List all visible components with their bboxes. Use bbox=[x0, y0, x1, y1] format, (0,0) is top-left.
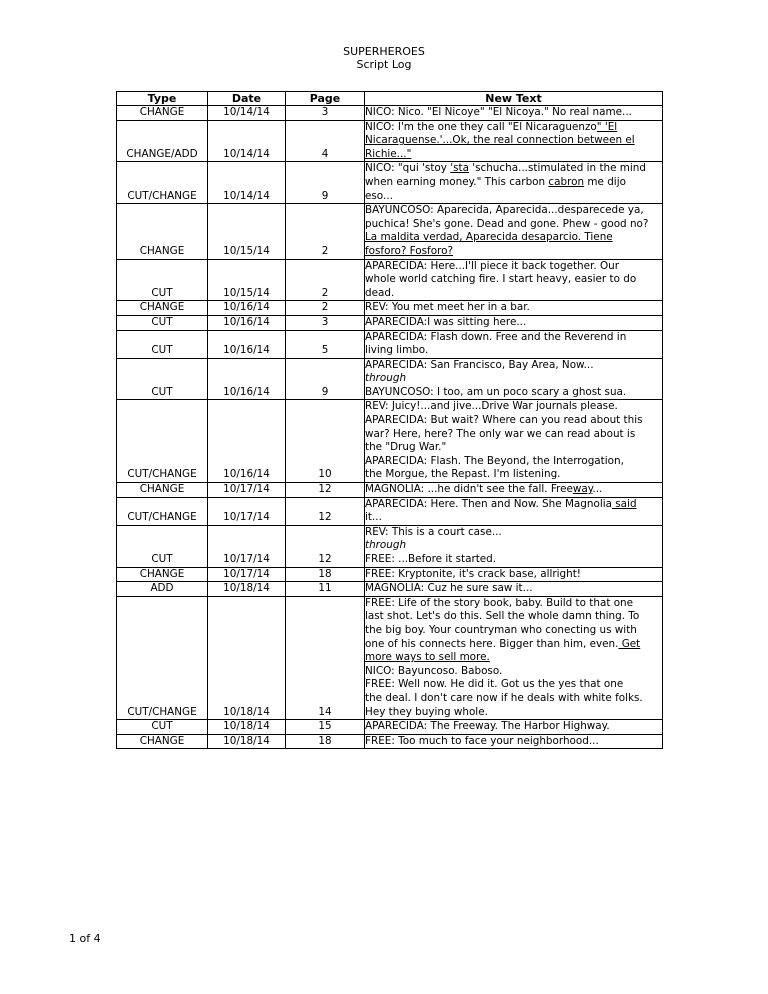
italic-text: through bbox=[365, 539, 407, 552]
text-line bbox=[365, 245, 662, 259]
italic-text: through bbox=[365, 372, 407, 385]
cell-type: CUT/CHANGE bbox=[117, 400, 208, 483]
added-text: 'sta bbox=[450, 162, 469, 175]
table-row bbox=[117, 301, 663, 316]
cell-page: 11 bbox=[286, 582, 365, 597]
document-title-block bbox=[0, 45, 768, 71]
cell-date: 10/18/14 bbox=[208, 734, 286, 749]
cell-date: 10/14/14 bbox=[208, 162, 286, 204]
cell-type: CUT bbox=[117, 315, 208, 330]
text-segment: REV: You bbox=[365, 301, 414, 314]
cell-new-text bbox=[365, 567, 663, 582]
table-row bbox=[117, 315, 663, 330]
text-segment: " "El Nicoya." No real name... bbox=[479, 106, 632, 118]
text-line bbox=[365, 287, 662, 301]
struck-text: carbon bbox=[509, 175, 546, 188]
struck-text: Sell the whole damn thing. To bbox=[485, 610, 640, 623]
table-row bbox=[117, 162, 663, 204]
added-text: La maldita verdad, Aparecida desaparcio. Tiene bbox=[365, 231, 613, 244]
cell-page: 12 bbox=[286, 525, 365, 567]
text-segment: NICO: bbox=[365, 664, 398, 677]
text-line bbox=[365, 386, 662, 400]
cell-page: 3 bbox=[286, 106, 365, 121]
cell-date: 10/14/14 bbox=[208, 106, 286, 121]
struck-text: ...Before it started. bbox=[398, 553, 497, 565]
text-segment: base, allright! bbox=[505, 567, 581, 580]
text-line bbox=[365, 301, 662, 315]
text-line bbox=[365, 638, 662, 652]
cell-page: 12 bbox=[286, 497, 365, 525]
struck-text: Aparecida, Aparecida...desparecede ya, bbox=[436, 204, 644, 217]
page-indicator: 1 of 4 bbox=[69, 932, 101, 945]
text-line bbox=[365, 597, 662, 611]
script-log-table bbox=[116, 91, 663, 749]
text-line bbox=[365, 372, 662, 386]
cell-new-text bbox=[365, 525, 663, 567]
text-line bbox=[365, 148, 662, 162]
text-line bbox=[365, 706, 662, 720]
text-line bbox=[365, 428, 662, 442]
text-line bbox=[365, 511, 662, 525]
cell-type: CHANGE bbox=[117, 567, 208, 582]
text-line bbox=[365, 218, 662, 232]
text-line bbox=[365, 316, 662, 330]
table-row bbox=[117, 259, 663, 301]
text-line bbox=[365, 231, 662, 245]
text-segment: FREE: Too much to face your neighbor bbox=[365, 734, 563, 747]
text-segment: NICO: "qui bbox=[365, 162, 423, 175]
cell-type: CHANGE/ADD bbox=[117, 120, 208, 162]
cell-new-text bbox=[365, 358, 663, 400]
struck-text: I too, am un poco scary a ghost sua. bbox=[436, 385, 627, 398]
table-row bbox=[117, 483, 663, 498]
added-text: Richie..." bbox=[365, 147, 412, 160]
text-line bbox=[365, 190, 662, 204]
struck-text: met bbox=[413, 301, 434, 314]
text-line bbox=[365, 624, 662, 638]
struck-text: 'stoy bbox=[422, 162, 447, 175]
cell-type: CHANGE bbox=[117, 106, 208, 121]
cell-type: CHANGE bbox=[117, 204, 208, 259]
cell-new-text bbox=[365, 259, 663, 301]
table-row bbox=[117, 400, 663, 483]
added-text: " 'El bbox=[596, 120, 618, 133]
text-line bbox=[365, 331, 662, 345]
cell-type: CUT/CHANGE bbox=[117, 497, 208, 525]
struck-text: Flash down. Free and the Reverend in bbox=[430, 330, 627, 343]
cell-type: CUT bbox=[117, 259, 208, 301]
struck-text: But wait? Where can you read about this bbox=[430, 414, 643, 427]
cell-date: 10/17/14 bbox=[208, 525, 286, 567]
table-header-row bbox=[117, 92, 663, 106]
text-segment: FREE: Life of the story book, baby. bbox=[365, 596, 547, 609]
text-line bbox=[365, 498, 662, 512]
text-segment: APARECIDA: Here...I'll piece it back together. bbox=[365, 259, 600, 272]
cell-type: CHANGE bbox=[117, 301, 208, 316]
struck-text: Our bbox=[599, 259, 620, 272]
struck-text: The Harbor Highway. bbox=[501, 720, 610, 733]
struck-text: puchica! She's gone. Dead and gone. Phew - good no? bbox=[365, 217, 649, 230]
added-text: more ways to sell more. bbox=[365, 651, 490, 664]
cell-new-text bbox=[365, 497, 663, 525]
document-subtitle: Script Log bbox=[356, 58, 412, 71]
text-segment: sitting here... bbox=[453, 315, 527, 328]
cell-date: 10/15/14 bbox=[208, 204, 286, 259]
table-row bbox=[117, 120, 663, 162]
cell-type: CUT bbox=[117, 525, 208, 567]
text-line bbox=[365, 651, 662, 665]
added-text: fosforo? Fosforo? bbox=[365, 244, 453, 257]
text-line bbox=[365, 121, 662, 135]
cell-page: 2 bbox=[286, 301, 365, 316]
cell-page: 2 bbox=[286, 204, 365, 259]
text-segment: FREE: bbox=[365, 553, 399, 565]
text-line bbox=[365, 204, 662, 218]
cell-page: 14 bbox=[286, 596, 365, 719]
text-segment: ... bbox=[588, 734, 599, 747]
text-line bbox=[365, 359, 662, 373]
cell-date: 10/16/14 bbox=[208, 301, 286, 316]
struck-text: Bayuncoso. Baboso. bbox=[397, 664, 503, 677]
text-line bbox=[365, 176, 662, 190]
struck-text: e bbox=[473, 106, 480, 118]
cell-new-text bbox=[365, 734, 663, 749]
text-segment: APARECIDA: bbox=[365, 315, 428, 328]
cell-page: 5 bbox=[286, 330, 365, 358]
text-line bbox=[365, 260, 662, 274]
table-body bbox=[117, 106, 663, 749]
column-header-new-text: New Text bbox=[365, 92, 663, 106]
struck-text: Here. Then and Now. She bbox=[430, 497, 562, 510]
struck-text: dead. bbox=[365, 286, 395, 299]
cell-new-text bbox=[365, 582, 663, 597]
struck-text: crack bbox=[477, 567, 506, 580]
text-segment: BAYUNCOSO: bbox=[365, 385, 437, 398]
text-segment: meet her in a bar. bbox=[433, 301, 530, 314]
text-line bbox=[365, 720, 662, 734]
table-row bbox=[117, 497, 663, 525]
text-segment: when earning money." This bbox=[365, 175, 510, 188]
cell-type: CUT/CHANGE bbox=[117, 162, 208, 204]
table-row bbox=[117, 734, 663, 749]
text-segment: APARECIDA: bbox=[365, 454, 431, 467]
text-segment: me dijo bbox=[584, 175, 626, 188]
column-header-page: Page bbox=[286, 92, 365, 106]
table-row bbox=[117, 582, 663, 597]
text-segment: NICO: Nico. "El Nicoy bbox=[365, 106, 474, 118]
text-segment: NICO: I'm the one they call "El Nicaraguen bbox=[365, 120, 585, 133]
struck-text: whole world catching fire. I start heavy, easier to do bbox=[365, 273, 637, 286]
text-line bbox=[365, 273, 662, 287]
cell-new-text bbox=[365, 330, 663, 358]
text-segment: Let's do this. bbox=[412, 610, 486, 623]
struck-text: living limbo. bbox=[365, 344, 429, 357]
table-row bbox=[117, 525, 663, 567]
table-row bbox=[117, 358, 663, 400]
text-segment: FREE: bbox=[365, 678, 399, 691]
struck-text: I was bbox=[427, 315, 454, 328]
column-header-type: Type bbox=[117, 92, 208, 106]
cell-page: 10 bbox=[286, 400, 365, 483]
cell-type: CHANGE bbox=[117, 483, 208, 498]
text-line bbox=[365, 468, 662, 482]
cell-page: 12 bbox=[286, 483, 365, 498]
cell-new-text bbox=[365, 162, 663, 204]
cell-page: 2 bbox=[286, 259, 365, 301]
cell-new-text bbox=[365, 720, 663, 735]
cell-type: CUT bbox=[117, 330, 208, 358]
cell-new-text bbox=[365, 204, 663, 259]
table-row bbox=[117, 720, 663, 735]
cell-date: 10/18/14 bbox=[208, 720, 286, 735]
text-segment: MAGNOLIA: Cuz he sure saw it... bbox=[365, 582, 533, 595]
struck-text: one of his connects here. Bigger than him, even. bbox=[365, 637, 619, 650]
text-line bbox=[365, 162, 662, 176]
text-segment: 'schucha...stimulated bbox=[468, 162, 587, 175]
table-row bbox=[117, 204, 663, 259]
struck-text: war? Here, here? The only war we can read about is bbox=[365, 427, 636, 440]
text-line bbox=[365, 414, 662, 428]
cell-date: 10/15/14 bbox=[208, 259, 286, 301]
text-segment: REV: bbox=[365, 525, 392, 538]
cell-new-text bbox=[365, 106, 663, 121]
table-row bbox=[117, 330, 663, 358]
text-segment: I'm listening. bbox=[490, 468, 561, 481]
text-segment: eso... bbox=[365, 189, 393, 202]
cell-date: 10/17/14 bbox=[208, 497, 286, 525]
text-segment: REV: bbox=[365, 400, 392, 413]
cell-page: 4 bbox=[286, 120, 365, 162]
cell-date: 10/16/14 bbox=[208, 400, 286, 483]
struck-text: hood bbox=[562, 734, 589, 747]
text-segment: FREE: Kryptonite, it's bbox=[365, 567, 478, 580]
struck-text: last shot. bbox=[365, 610, 413, 623]
text-line bbox=[365, 344, 662, 358]
cell-date: 10/17/14 bbox=[208, 483, 286, 498]
text-segment: APARECIDA: bbox=[365, 414, 431, 427]
column-header-date: Date bbox=[208, 92, 286, 106]
struck-text: the deal. I don't care now if he deals with white folks. bbox=[365, 691, 643, 704]
struck-text: zo bbox=[584, 120, 597, 133]
cell-new-text bbox=[365, 483, 663, 498]
cell-page: 3 bbox=[286, 315, 365, 330]
cell-type: CUT bbox=[117, 358, 208, 400]
cell-new-text bbox=[365, 400, 663, 483]
struck-text: Juicy!...and jive...Drive War journals please. bbox=[391, 400, 618, 413]
struck-text: in the mind bbox=[586, 162, 646, 175]
text-segment: Magnolia bbox=[561, 497, 612, 510]
cell-type: CUT bbox=[117, 720, 208, 735]
text-line bbox=[365, 678, 662, 692]
cell-date: 10/18/14 bbox=[208, 596, 286, 719]
added-text: Get bbox=[618, 637, 641, 650]
text-line bbox=[365, 483, 662, 497]
text-line bbox=[365, 665, 662, 679]
added-text: said bbox=[611, 497, 637, 510]
struck-text: San Francisco, Bay Area, Now... bbox=[430, 358, 594, 371]
text-line bbox=[365, 568, 662, 582]
text-segment: BAYUNCOSO: bbox=[365, 204, 437, 217]
text-line bbox=[365, 553, 662, 567]
cell-new-text bbox=[365, 120, 663, 162]
text-segment: APARECIDA: bbox=[365, 358, 431, 371]
cell-type: CUT/CHANGE bbox=[117, 596, 208, 719]
cell-page: 18 bbox=[286, 567, 365, 582]
cell-date: 10/18/14 bbox=[208, 582, 286, 597]
cell-page: 9 bbox=[286, 162, 365, 204]
text-line bbox=[365, 539, 662, 553]
struck-text: the "Drug War." bbox=[365, 441, 447, 454]
text-segment: APARECIDA: bbox=[365, 497, 431, 510]
text-line bbox=[365, 455, 662, 469]
cell-type: CHANGE bbox=[117, 734, 208, 749]
text-line bbox=[365, 526, 662, 540]
table-row bbox=[117, 567, 663, 582]
cell-date: 10/16/14 bbox=[208, 330, 286, 358]
cell-page: 15 bbox=[286, 720, 365, 735]
document-title: SUPERHEROES bbox=[343, 45, 425, 58]
added-text: way bbox=[572, 483, 593, 496]
struck-text: Build to that one bbox=[546, 596, 634, 609]
struck-text: Flash. The Beyond, the Interrogation, bbox=[430, 454, 624, 467]
cell-date: 10/16/14 bbox=[208, 358, 286, 400]
text-segment: APARECIDA: bbox=[365, 330, 431, 343]
text-line bbox=[365, 134, 662, 148]
text-line bbox=[365, 735, 662, 749]
text-line bbox=[365, 610, 662, 624]
text-segment: APARECIDA: The Freeway. bbox=[365, 720, 502, 733]
text-segment: it... bbox=[365, 511, 382, 524]
text-line bbox=[365, 106, 662, 120]
cell-date: 10/17/14 bbox=[208, 567, 286, 582]
cell-page: 9 bbox=[286, 358, 365, 400]
cell-date: 10/16/14 bbox=[208, 315, 286, 330]
added-text: Nicaraguense.'...Ok, the real connection between el bbox=[365, 134, 635, 147]
struck-text: This is a court case... bbox=[391, 525, 502, 538]
table-row bbox=[117, 596, 663, 719]
text-line bbox=[365, 400, 662, 414]
cell-new-text bbox=[365, 596, 663, 719]
text-line bbox=[365, 582, 662, 596]
text-segment: ... bbox=[592, 483, 603, 496]
cell-page: 18 bbox=[286, 734, 365, 749]
cell-date: 10/14/14 bbox=[208, 120, 286, 162]
table-row bbox=[117, 106, 663, 121]
text-line bbox=[365, 441, 662, 455]
struck-text: the Morgue, the Repast. bbox=[365, 468, 491, 481]
struck-text: the big boy. Your countryman who conecting us with bbox=[365, 623, 637, 636]
struck-text: Hey they buying whole. bbox=[365, 705, 488, 718]
added-text: cabron bbox=[548, 175, 585, 188]
text-segment: MAGNOLIA: ...he didn't see the fall. Free bbox=[365, 483, 573, 496]
struck-text: Well now. He did it. Got us the yes that one bbox=[398, 678, 624, 691]
cell-new-text bbox=[365, 315, 663, 330]
cell-type: ADD bbox=[117, 582, 208, 597]
cell-new-text bbox=[365, 301, 663, 316]
text-line bbox=[365, 692, 662, 706]
